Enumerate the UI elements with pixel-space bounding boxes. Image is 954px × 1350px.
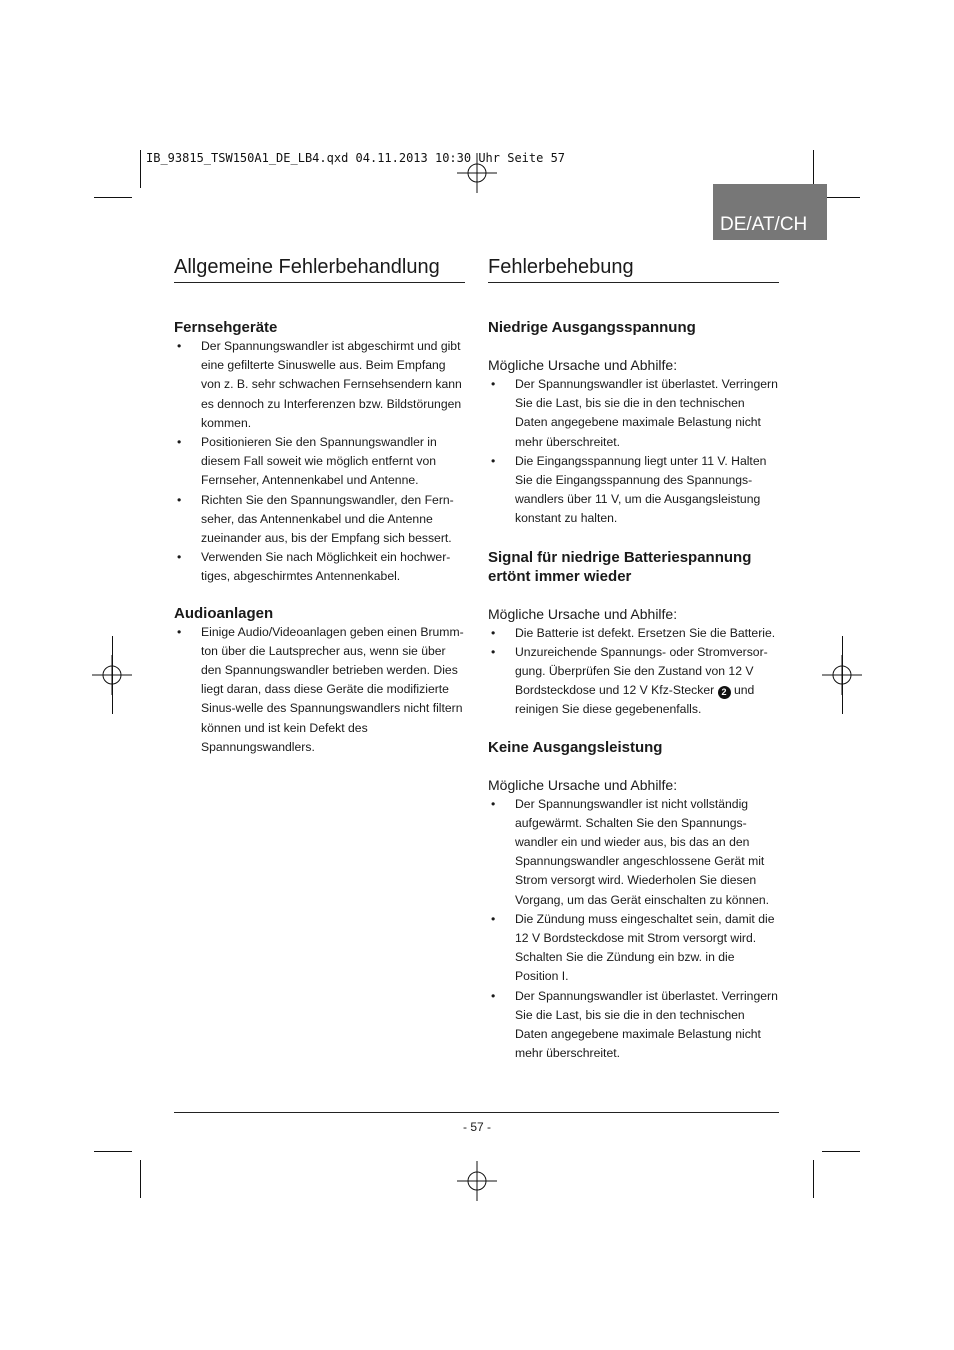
list-keine-ausgangsleistung bbox=[488, 795, 779, 1064]
list-batteriespannung-signal bbox=[488, 624, 779, 720]
crop-mark bbox=[842, 636, 843, 714]
list-item: • Die Eingangsspannung liegt unter 11 V. Halten Sie die Eingangsspannung des Spannungs-wandlers über 11 V, um die Ausgangsleistung konstant zu halten. bbox=[488, 452, 779, 529]
crop-mark bbox=[813, 150, 814, 188]
section-heading-audioanlagen: Audioanlagen bbox=[174, 604, 274, 622]
language-tab-label: DE/AT/CH bbox=[720, 214, 808, 235]
cause-remedy-label: Mögliche Ursache und Abhilfe: bbox=[488, 605, 678, 622]
crop-mark bbox=[822, 1151, 860, 1152]
list-item: • Die Batterie ist defekt. Ersetzen Sie die Batterie. bbox=[488, 624, 779, 643]
list-item: • Richten Sie den Spannungswandler, den Fern-seher, das Antennenkabel und die Antenne zueinander aus, bis der Empfang sich bessert. bbox=[174, 491, 465, 549]
reference-number-badge: 2 bbox=[718, 686, 731, 699]
page-number: - 57 - bbox=[462, 1120, 491, 1134]
right-title: Fehlerbehebung bbox=[488, 250, 779, 283]
crop-mark bbox=[140, 1160, 141, 1198]
crop-mark bbox=[112, 636, 113, 714]
list-niedrige-ausgangsspannung bbox=[488, 375, 779, 529]
left-title: Allgemeine Fehlerbehandlung bbox=[174, 250, 465, 283]
section-heading-fernsehgeraete: Fernsehgeräte bbox=[174, 319, 278, 336]
crop-mark bbox=[94, 1151, 132, 1152]
list-audioanlagen bbox=[174, 623, 465, 757]
section-heading-niedrige-ausgangsspannung: Niedrige Ausgangsspannung bbox=[488, 319, 696, 336]
list-item: • Positionieren Sie den Spannungswandler in diesem Fall soweit wie möglich entfernt von Fernseher, Antennenkabel und Antenne. bbox=[174, 433, 465, 491]
list-item: • Verwenden Sie nach Möglichkeit ein hochwer-tiges, abgeschirmtes Antennenkabel. bbox=[174, 548, 465, 586]
crop-mark bbox=[813, 1160, 814, 1198]
crop-mark bbox=[94, 197, 132, 198]
crop-mark bbox=[140, 150, 141, 188]
footer-rule bbox=[174, 1112, 779, 1113]
language-tab bbox=[713, 184, 827, 240]
section-heading-batteriespannung-signal: Signal für niedrige Batteriespannung ertönt immer wieder bbox=[488, 548, 752, 585]
list-item bbox=[488, 643, 779, 720]
cause-remedy-label: Mögliche Ursache und Abhilfe: bbox=[488, 357, 678, 373]
print-slug: IB_93815_TSW150A1_DE_LB4.qxd 04.11.2013 10:30 Uhr Seite 57 bbox=[146, 151, 566, 165]
list-item-text: und reinigen Sie diese gegebenenfalls. bbox=[515, 683, 755, 717]
list-item: • Einige Audio/Videoanlagen geben einen Brumm-ton über die Lautsprecher aus, wenn sie über den Spannungswandler betrieben werden. Dies liegt daran, dass diese Geräte die modifizierte Sinus-welle des Spannungswandlers nicht filtern können und ist kein Defekt des Spannungswandlers. bbox=[174, 623, 465, 757]
registration-mark-icon bbox=[457, 153, 497, 193]
crop-mark bbox=[822, 197, 860, 198]
list-item: • Der Spannungswandler ist überlastet. Verringern Sie die Last, bis sie die in den technischen Daten angegebene maximale Belastung nicht mehr überschreitet. bbox=[488, 987, 779, 1064]
list-item: • Die Zündung muss eingeschaltet sein, damit die 12 V Bordsteckdose mit Strom versorgt wird. Schalten Sie die Zündung ein bzw. in die Position I. bbox=[488, 910, 779, 987]
section-heading-keine-ausgangsleistung: Keine Ausgangsleistung bbox=[488, 738, 663, 756]
registration-mark-icon bbox=[457, 1161, 497, 1201]
list-fernsehgeraete bbox=[174, 337, 465, 587]
list-item: • Der Spannungswandler ist abgeschirmt und gibt eine gefilterte Sinuswelle aus. Beim Empfang von z. B. sehr schwachen Fernsehsendern kann es dennoch zu Interferenzen bzw. Bildstörungen kommen. bbox=[174, 337, 465, 433]
right-column bbox=[488, 250, 779, 1063]
cause-remedy-label: Mögliche Ursache und Abhilfe: bbox=[488, 776, 678, 793]
left-column bbox=[174, 250, 465, 757]
list-item: • Der Spannungswandler ist überlastet. Verringern Sie die Last, bis sie die in den technischen Daten angegebene maximale Belastung nicht mehr überschreitet. bbox=[488, 375, 779, 452]
list-item: • Der Spannungswandler ist nicht vollständig aufgewärmt. Schalten Sie den Spannungs-wandler ein und wieder aus, bis das an den Spannungswandler angeschlossene Gerät mit Strom versorgt wird. Wiederholen Sie diesen Vorgang, um das Gerät einschalten zu können. bbox=[488, 795, 779, 910]
list-item-text: Unzureichende Spannungs- oder Stromversor-gung. Überprüfen Sie den Zustand von 12 V Bordsteckdose und 12 V Kfz-Stecker bbox=[515, 644, 768, 698]
